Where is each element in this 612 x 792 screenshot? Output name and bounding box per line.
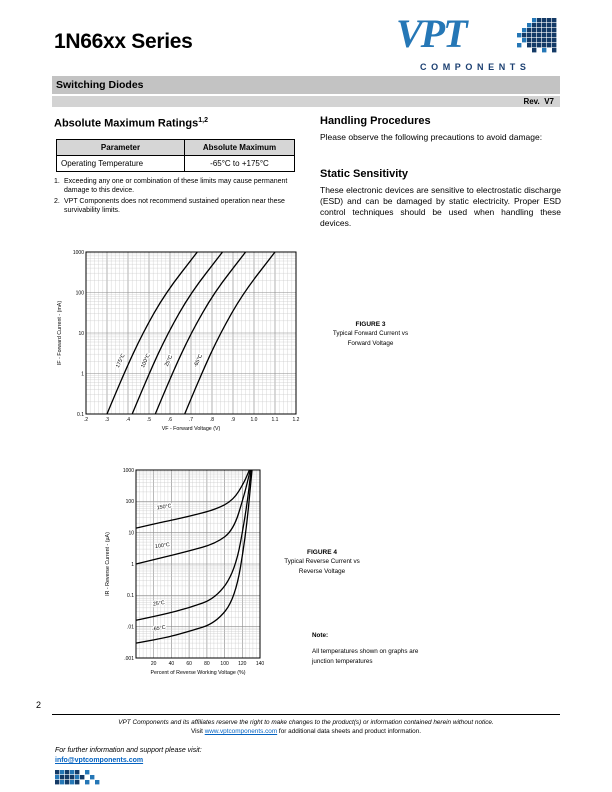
support-text: For further information and support please visit:: [55, 747, 202, 754]
table-header-absolute-maximum: Absolute Maximum: [185, 140, 295, 156]
svg-text:.01: .01: [127, 624, 134, 631]
svg-text:25°C: 25°C: [152, 600, 166, 608]
handling-procedures-body: Please observe the following precautions to avoid damage:: [320, 132, 543, 142]
svg-text:.6: .6: [167, 417, 173, 423]
handling-procedures-heading: Handling Procedures: [320, 115, 431, 127]
footer-legal-line1: VPT Components and its affiliates reserve the right to make changes to the product(s) or information contained herein without notice.: [118, 719, 494, 726]
abs-max-heading-superscript: 1,2: [198, 117, 208, 124]
graph-note: [312, 631, 452, 666]
svg-text:0.1: 0.1: [127, 593, 134, 600]
figure3-chart: [52, 244, 302, 444]
svg-text:0.1: 0.1: [77, 411, 84, 418]
figure4-caption-line1: Typical Reverse Current vs: [284, 558, 360, 566]
figure4-chart: [100, 462, 265, 690]
table-header-row: [57, 140, 295, 156]
svg-text:.2: .2: [83, 417, 89, 423]
footer-legal-line2: [52, 728, 560, 735]
svg-text:-65°C: -65°C: [192, 353, 205, 369]
footnote-2-text: VPT Components does not recommend sustained operation near these survivability limits.: [64, 198, 285, 215]
footnote-1: [54, 177, 302, 195]
footer-legal-line2-pre: Visit: [190, 728, 205, 735]
figure3-caption-line1: Typical Forward Current vs: [332, 330, 409, 338]
svg-text:150°C: 150°C: [156, 503, 172, 512]
svg-text:100: 100: [125, 499, 134, 506]
svg-text:25°C: 25°C: [163, 354, 175, 368]
note-line2: junction temperatures: [312, 657, 373, 665]
vpt-logo: [396, 11, 562, 74]
svg-text:IR - Reverse Current - (µA): IR - Reverse Current - (µA): [105, 532, 111, 596]
page-number: 2: [36, 700, 42, 710]
svg-text:1: 1: [131, 561, 134, 568]
figure4-container: [100, 462, 265, 695]
abs-max-table: [56, 139, 295, 172]
svg-text:100°C: 100°C: [140, 352, 152, 369]
note-line1: All temperatures shown on graphs are: [312, 648, 419, 656]
svg-text:1.2: 1.2: [292, 417, 300, 423]
svg-text:40: 40: [168, 661, 175, 667]
vpt-wordmark: COMPONENTS: [420, 62, 531, 72]
static-sensitivity-body: These electronic devices are sensitive to electrostatic discharge (ESD) and can be damaged by static electricity. Proper ESD control techniques should be used when handling these devices.: [320, 185, 561, 229]
svg-text:1.0: 1.0: [250, 417, 258, 423]
footer-divider: [52, 714, 560, 715]
vpt-pixel-grid-icon: [512, 18, 557, 53]
static-sensitivity-heading: Static Sensitivity: [320, 168, 409, 180]
svg-text:80: 80: [204, 661, 210, 667]
svg-text:IF - Forward Current - (mA): IF - Forward Current - (mA): [57, 300, 63, 366]
website-link[interactable]: www.vptcomponents.com: [204, 728, 278, 735]
footnote-1-text: Exceeding any one or combination of these limits may cause permanent damage to this device.: [64, 178, 288, 195]
support-email-link[interactable]: info@vptcomponents.com: [55, 757, 144, 764]
svg-text:175°C: 175°C: [114, 352, 127, 369]
svg-text:120: 120: [238, 661, 247, 667]
svg-text:1.1: 1.1: [271, 417, 279, 423]
product-family-band: Switching Diodes: [52, 76, 560, 94]
svg-text:-65°C: -65°C: [151, 624, 167, 633]
svg-text:.4: .4: [125, 417, 131, 423]
figure3-caption-title: FIGURE 3: [355, 321, 386, 328]
figure4-caption: [248, 548, 396, 576]
vpt-brand-text: VPT: [396, 11, 466, 56]
footer-legal-line2-post: for additional data sheets and product information.: [277, 728, 422, 735]
svg-text:.8: .8: [209, 417, 215, 423]
svg-text:1000: 1000: [122, 467, 134, 474]
svg-text:.7: .7: [188, 417, 194, 423]
corner-pixel-motif-icon: [55, 770, 105, 785]
figure3-caption-line2: Forward Voltage: [347, 339, 394, 347]
svg-text:1000: 1000: [72, 249, 84, 256]
svg-text:100: 100: [75, 290, 84, 297]
svg-text:100°C: 100°C: [154, 542, 171, 551]
footnote-1-number: 1.: [54, 178, 60, 185]
abs-max-heading: [54, 117, 208, 130]
figure3-container: [52, 244, 302, 449]
svg-text:.9: .9: [230, 417, 236, 423]
footnote-2: [54, 197, 302, 215]
svg-text:100: 100: [220, 661, 229, 667]
svg-text:VF - Forward Voltage (V): VF - Forward Voltage (V): [161, 426, 221, 432]
note-title: Note:: [312, 632, 329, 639]
svg-text:60: 60: [186, 661, 192, 667]
svg-text:.001: .001: [124, 655, 134, 662]
footnote-2-number: 2.: [54, 198, 60, 206]
svg-text:Percent of Reverse Working Vol: Percent of Reverse Working Voltage (%): [150, 670, 246, 676]
abs-max-heading-text: Absolute Maximum Ratings: [54, 117, 199, 130]
figure4-caption-line2: Reverse Voltage: [298, 567, 346, 575]
svg-text:.5: .5: [146, 417, 152, 423]
figure3-caption: [298, 320, 443, 348]
svg-text:140: 140: [255, 661, 265, 667]
table-row: [57, 156, 295, 172]
svg-text:.3: .3: [104, 417, 110, 423]
cell-operating-temperature: Operating Temperature: [57, 156, 185, 172]
svg-text:1: 1: [81, 371, 84, 378]
svg-text:10: 10: [128, 530, 134, 537]
revision-band: Rev. V7: [52, 96, 560, 107]
cell-temperature-range: -65°C to +175°C: [185, 156, 295, 172]
page-title: 1N66xx Series: [54, 30, 193, 53]
table-header-parameter: Parameter: [57, 140, 185, 156]
figure4-caption-title: FIGURE 4: [307, 549, 337, 556]
svg-text:20: 20: [150, 661, 157, 667]
footnotes: [54, 177, 302, 217]
svg-text:10: 10: [78, 330, 84, 337]
